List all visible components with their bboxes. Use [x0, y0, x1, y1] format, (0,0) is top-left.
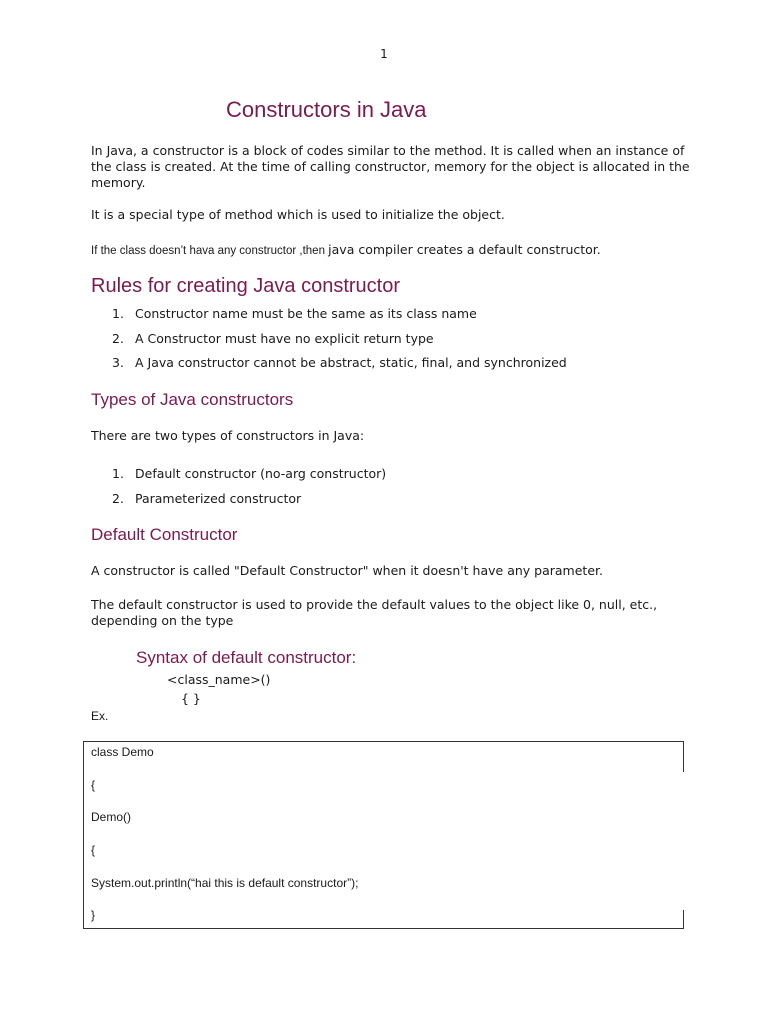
types-list [112, 466, 386, 515]
intro-paragraph-3-start: If the class doesn’t hava any constructor ,then [91, 245, 329, 257]
list-item-text: Default constructor (no-arg constructor) [135, 466, 387, 481]
list-item-number: 1. [112, 306, 124, 321]
list-item-text: Parameterized constructor [135, 490, 302, 506]
example-label: Ex. [91, 709, 109, 723]
code-line: Demo() [91, 810, 132, 824]
default-constructor-paragraph-2: The default constructor is used to provide the default values to the object like 0, null, etc., depending on the type [91, 597, 658, 628]
list-item-text: Constructor name must be the same as its class name [135, 306, 477, 321]
list-item-number: 2. [112, 490, 124, 506]
code-example-box [83, 741, 684, 929]
types-heading: Types of Java constructors [91, 390, 294, 409]
page-number: 1 [380, 47, 388, 61]
list-item-number: 3. [112, 355, 124, 370]
syntax-heading: Syntax of default constructor: [136, 648, 357, 667]
code-line: System.out.println(“hai this is default constructor”); [91, 876, 359, 890]
syntax-line-1: <class_name>() [167, 672, 271, 687]
rules-list [112, 306, 567, 380]
syntax-line-2: { } [181, 691, 201, 706]
code-line: } [91, 908, 96, 922]
intro-paragraph-3-end: java compiler creates a default constructor. [328, 242, 601, 257]
intro-paragraph-1: In Java, a constructor is a block of codes similar to the method. It is called when an instance of the class is created. At the time of calling constructor, memory for the object is allocated in the memory. [91, 143, 690, 190]
default-constructor-heading: Default Constructor [91, 525, 238, 544]
code-line: { [91, 843, 96, 857]
code-line: class Demo [91, 745, 154, 759]
list-item [112, 355, 567, 380]
list-item [112, 306, 567, 331]
list-item [112, 466, 386, 491]
list-item [112, 331, 567, 356]
list-item-text: A Java constructor cannot be abstract, static, final, and synchronized [135, 355, 567, 370]
code-line: { [91, 778, 96, 792]
list-item-text: A Constructor must have no explicit return type [135, 330, 434, 346]
types-intro: There are two types of constructors in Java: [91, 428, 365, 443]
intro-paragraph-3 [91, 242, 691, 259]
document-title: Constructors in Java [226, 97, 427, 122]
list-item-number: 1. [112, 466, 124, 481]
intro-paragraph-2: It is a special type of method which is used to initialize the object. [91, 207, 505, 222]
list-item [112, 491, 386, 516]
list-item-number: 2. [112, 330, 124, 346]
default-constructor-paragraph-1: A constructor is called "Default Constructor" when it doesn't have any parameter. [91, 563, 603, 578]
rules-heading: Rules for creating Java constructor [91, 275, 401, 297]
code-box-edge-gap [682, 772, 684, 910]
